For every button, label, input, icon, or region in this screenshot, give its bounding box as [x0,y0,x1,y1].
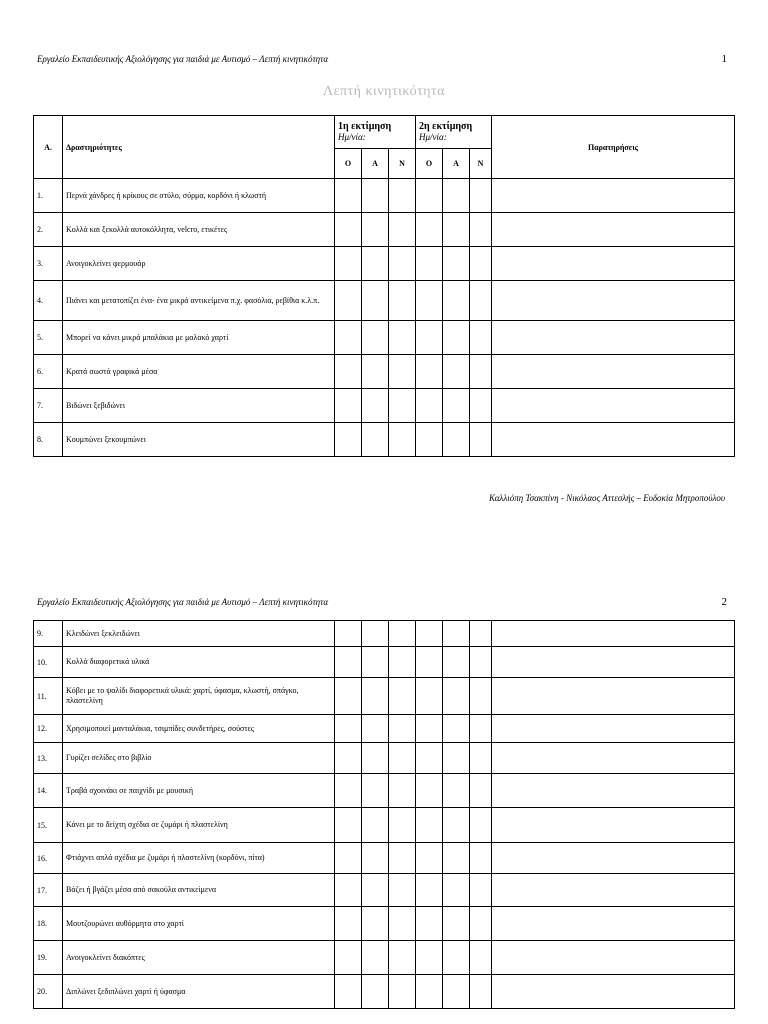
eval1-n-cell[interactable] [389,247,416,281]
table-row [34,678,735,715]
eval1-a-cell[interactable] [362,715,389,743]
eval1-a-cell[interactable] [362,843,389,874]
activity-text: Μπορεί να κάνει μικρά μπαλάκια με μαλακό χαρτί [63,321,335,355]
eval2-title: 2η εκτίμηση [419,121,473,132]
eval2-header [416,116,492,149]
activity-text: Κόβει με το ψαλίδι διαφορετικά υλικά: χαρτί, ύφασμα, κλωστή, σπάγκο, πλαστελίνη [63,678,335,715]
eval1-n-cell[interactable] [389,907,416,941]
eval2-a-cell[interactable] [443,843,470,874]
eval1-n-cell[interactable] [389,321,416,355]
eval1-n-cell[interactable] [389,678,416,715]
eval1-n-cell[interactable] [389,808,416,843]
activity-text: Βιδώνει ξεβιδώνει [63,389,335,423]
eval2-n-cell[interactable] [470,213,492,247]
eval2-o-cell[interactable] [416,843,443,874]
eval2-o-cell[interactable] [416,647,443,678]
eval1-o-cell[interactable] [335,179,362,213]
eval2-letter-o: Ο [416,149,443,179]
table-row [34,907,735,941]
eval1-o-cell[interactable] [335,213,362,247]
eval1-a-cell[interactable] [362,774,389,808]
eval2-n-cell[interactable] [470,281,492,321]
eval1-o-cell[interactable] [335,907,362,941]
eval2-o-cell[interactable] [416,389,443,423]
activity-text: Γυρίζει σελίδες στο βιβλίο [63,743,335,774]
eval1-a-cell[interactable] [362,621,389,647]
row-number: 12. [34,715,63,743]
eval2-o-cell[interactable] [416,247,443,281]
eval1-n-cell[interactable] [389,179,416,213]
eval1-a-cell[interactable] [362,389,389,423]
eval1-a-cell[interactable] [362,874,389,907]
observations-cell[interactable] [492,808,735,843]
eval2-n-cell[interactable] [470,355,492,389]
eval1-a-cell[interactable] [362,281,389,321]
page2-header-text: Εργαλείο Εκπαιδευτικής Αξιολόγησης για παιδιά με Αυτισμό – Λεπτή κινητικότητα [37,597,329,607]
eval1-n-cell[interactable] [389,874,416,907]
table-row [34,423,735,457]
eval1-n-cell[interactable] [389,843,416,874]
activity-text: Κουμπώνει ξεκουμπώνει [63,423,335,457]
observations-cell[interactable] [492,281,735,321]
eval2-a-cell[interactable] [443,423,470,457]
row-number: 4. [34,281,63,321]
eval2-n-cell[interactable] [470,975,492,1009]
page1-number: 1 [721,53,727,65]
eval1-n-cell[interactable] [389,743,416,774]
row-number: 14. [34,774,63,808]
eval1-o-cell[interactable] [335,389,362,423]
eval2-a-cell[interactable] [443,621,470,647]
eval1-o-cell[interactable] [335,874,362,907]
eval1-header [335,116,416,149]
observations-cell[interactable] [492,213,735,247]
row-number: 17. [34,874,63,907]
observations-cell[interactable] [492,843,735,874]
observations-cell[interactable] [492,647,735,678]
row-number: 13. [34,743,63,774]
eval1-a-cell[interactable] [362,179,389,213]
activity-text: Κολλά και ξεκολλά αυτοκόλλητα, velcro, ετικέτες [63,213,335,247]
activity-text: Χρησιμοποιεί μανταλάκια, τσιμπίδες συνδετήρες, σούστες [63,715,335,743]
activity-text: Ανοιγοκλείνει διακόπτες [63,941,335,975]
eval1-o-cell[interactable] [335,355,362,389]
eval1-a-cell[interactable] [362,907,389,941]
eval1-o-cell[interactable] [335,647,362,678]
observations-cell[interactable] [492,941,735,975]
eval1-letter-a: Α [362,149,389,179]
eval1-letter-n: Ν [389,149,416,179]
eval2-a-cell[interactable] [443,808,470,843]
row-number: 10. [34,647,63,678]
eval2-a-cell[interactable] [443,247,470,281]
eval2-o-cell[interactable] [416,975,443,1009]
eval2-a-cell[interactable] [443,907,470,941]
eval2-a-cell[interactable] [443,355,470,389]
eval1-n-cell[interactable] [389,281,416,321]
row-number: 1. [34,179,63,213]
eval2-a-cell[interactable] [443,213,470,247]
eval2-o-cell[interactable] [416,808,443,843]
eval2-o-cell[interactable] [416,621,443,647]
row-number: 20. [34,975,63,1009]
eval2-a-cell[interactable] [443,941,470,975]
eval1-o-cell[interactable] [335,941,362,975]
eval2-n-cell[interactable] [470,647,492,678]
eval2-o-cell[interactable] [416,743,443,774]
table-row [34,321,735,355]
observations-cell[interactable] [492,389,735,423]
row-number: 2. [34,213,63,247]
eval2-n-cell[interactable] [470,774,492,808]
eval1-o-cell[interactable] [335,281,362,321]
eval1-date-label: Ημ/νία: [338,132,366,142]
table-row [34,843,735,874]
eval1-n-cell[interactable] [389,647,416,678]
eval2-n-cell[interactable] [470,907,492,941]
row-number: 3. [34,247,63,281]
row-number: 5. [34,321,63,355]
row-number: 11. [34,678,63,715]
table-row [34,213,735,247]
table-row [34,647,735,678]
eval1-n-cell[interactable] [389,423,416,457]
eval1-n-cell[interactable] [389,941,416,975]
eval2-a-cell[interactable] [443,874,470,907]
row-number: 9. [34,621,63,647]
eval2-o-cell[interactable] [416,774,443,808]
eval1-a-cell[interactable] [362,678,389,715]
page1-subtitle: Λεπτή κινητικότητα [322,84,446,99]
eval2-o-cell[interactable] [416,281,443,321]
eval1-o-cell[interactable] [335,247,362,281]
eval2-a-cell[interactable] [443,678,470,715]
eval2-n-cell[interactable] [470,743,492,774]
eval2-o-cell[interactable] [416,715,443,743]
activity-text: Κρατά σωστά γραφικά μέσα [63,355,335,389]
eval2-n-cell[interactable] [470,843,492,874]
eval2-a-cell[interactable] [443,774,470,808]
table-row [34,715,735,743]
row-number: 19. [34,941,63,975]
observations-cell[interactable] [492,247,735,281]
eval1-a-cell[interactable] [362,355,389,389]
eval2-n-cell[interactable] [470,247,492,281]
assessment-table-page2 [33,620,735,1009]
eval1-n-cell[interactable] [389,715,416,743]
eval1-o-cell[interactable] [335,774,362,808]
observations-cell[interactable] [492,423,735,457]
eval1-o-cell[interactable] [335,678,362,715]
eval1-o-cell[interactable] [335,808,362,843]
eval2-a-cell[interactable] [443,715,470,743]
activity-text: Φτιάχνει απλά σχέδια με ζυμάρι ή πλαστελίνη (κορδόνι, πίτα) [63,843,335,874]
table-row [34,874,735,907]
activity-text: Μουτζουρώνει αυθόρμητα στο χαρτί [63,907,335,941]
activity-text: Βάζει ή βγάζει μέσα από σακούλα αντικείμενα [63,874,335,907]
activity-text: Κολλά διαφορετικά υλικά [63,647,335,678]
eval1-a-cell[interactable] [362,808,389,843]
eval2-o-cell[interactable] [416,941,443,975]
eval1-o-cell[interactable] [335,975,362,1009]
eval1-a-cell[interactable] [362,247,389,281]
eval2-n-cell[interactable] [470,179,492,213]
row-number: 8. [34,423,63,457]
eval2-n-cell[interactable] [470,941,492,975]
table-row [34,941,735,975]
eval2-n-cell[interactable] [470,321,492,355]
observations-cell[interactable] [492,678,735,715]
table-row [34,621,735,647]
eval2-letter-n: Ν [470,149,492,179]
eval1-title: 1η εκτίμηση [338,121,392,132]
table-row [34,281,735,321]
activity-text: Ανοιγοκλείνει φερμουάρ [63,247,335,281]
observations-cell[interactable] [492,907,735,941]
page1-header [37,54,727,64]
eval1-o-cell[interactable] [335,423,362,457]
eval2-a-cell[interactable] [443,975,470,1009]
eval1-n-cell[interactable] [389,213,416,247]
observations-cell[interactable] [492,743,735,774]
eval1-n-cell[interactable] [389,774,416,808]
row-number: 6. [34,355,63,389]
table-row [34,247,735,281]
eval1-n-cell[interactable] [389,355,416,389]
eval1-letter-o: Ο [335,149,362,179]
page2-number: 2 [721,596,727,608]
eval1-a-cell[interactable] [362,213,389,247]
eval1-n-cell[interactable] [389,389,416,423]
page1-header-text: Εργαλείο Εκπαιδευτικής Αξιολόγησης για παιδιά με Αυτισμό – Λεπτή κινητικότητα [37,54,329,64]
table-row [34,179,735,213]
eval2-a-cell[interactable] [443,281,470,321]
table-row [34,774,735,808]
eval2-o-cell[interactable] [416,355,443,389]
eval2-a-cell[interactable] [443,389,470,423]
eval2-n-cell[interactable] [470,678,492,715]
table-row [34,808,735,843]
eval2-o-cell[interactable] [416,179,443,213]
activity-text: Πιάνει και μετατοπίζει ένα- ένα μικρά αντικείμενα π.χ. φασόλια, ρεβίθια κ.λ.π. [63,281,335,321]
eval1-a-cell[interactable] [362,321,389,355]
eval1-a-cell[interactable] [362,975,389,1009]
activities-column-header: Δραστηριότητες [63,116,335,179]
observations-cell[interactable] [492,975,735,1009]
eval2-a-cell[interactable] [443,647,470,678]
eval1-a-cell[interactable] [362,743,389,774]
observations-cell[interactable] [492,321,735,355]
assessment-table-page1 [33,115,735,457]
observations-column-header: Παρατηρήσεις [492,116,735,179]
eval2-a-cell[interactable] [443,743,470,774]
eval1-o-cell[interactable] [335,715,362,743]
eval1-o-cell[interactable] [335,843,362,874]
observations-cell[interactable] [492,774,735,808]
activity-text: Τραβά σχοινάκι σε παιχνίδι με μουσική [63,774,335,808]
row-number: 15. [34,808,63,843]
eval1-n-cell[interactable] [389,621,416,647]
table-row [34,975,735,1009]
eval2-o-cell[interactable] [416,423,443,457]
eval1-a-cell[interactable] [362,647,389,678]
activity-text: Περνά χάνδρες ή κρίκους σε στύλο, σύρμα, κορδόνι ή κλωστή [63,179,335,213]
eval2-o-cell[interactable] [416,321,443,355]
eval2-o-cell[interactable] [416,874,443,907]
activity-text: Κάνει με το δείχτη σχέδια σε ζυμάρι ή πλαστελίνη [63,808,335,843]
table-row [34,355,735,389]
eval1-o-cell[interactable] [335,743,362,774]
observations-cell[interactable] [492,355,735,389]
activity-text: Κλειδώνει ξεκλειδώνει [63,621,335,647]
row-number: 16. [34,843,63,874]
page2-header [37,597,727,607]
eval2-n-cell[interactable] [470,874,492,907]
activity-text: Διπλώνει ξεδιπλώνει χαρτί ή ύφασμα [63,975,335,1009]
eval2-a-cell[interactable] [443,179,470,213]
observations-cell[interactable] [492,179,735,213]
eval1-o-cell[interactable] [335,621,362,647]
eval2-letter-a: Α [443,149,470,179]
section-label: Α. [34,116,63,179]
eval2-n-cell[interactable] [470,423,492,457]
eval2-o-cell[interactable] [416,907,443,941]
table-row [34,743,735,774]
page1-footer: Καλλιόπη Τσακπίνη - Νικόλαος Αττεσλής – Ευδοκία Μητροπούλου [488,493,725,503]
observations-cell[interactable] [492,874,735,907]
eval1-n-cell[interactable] [389,975,416,1009]
eval2-n-cell[interactable] [470,389,492,423]
eval1-a-cell[interactable] [362,941,389,975]
eval2-a-cell[interactable] [443,321,470,355]
eval2-date-label: Ημ/νία: [419,132,447,142]
table-row [34,389,735,423]
eval1-a-cell[interactable] [362,423,389,457]
eval2-n-cell[interactable] [470,621,492,647]
eval1-o-cell[interactable] [335,321,362,355]
eval2-n-cell[interactable] [470,808,492,843]
observations-cell[interactable] [492,715,735,743]
observations-cell[interactable] [492,621,735,647]
row-number: 7. [34,389,63,423]
eval2-o-cell[interactable] [416,678,443,715]
row-number: 18. [34,907,63,941]
eval2-o-cell[interactable] [416,213,443,247]
eval2-n-cell[interactable] [470,715,492,743]
